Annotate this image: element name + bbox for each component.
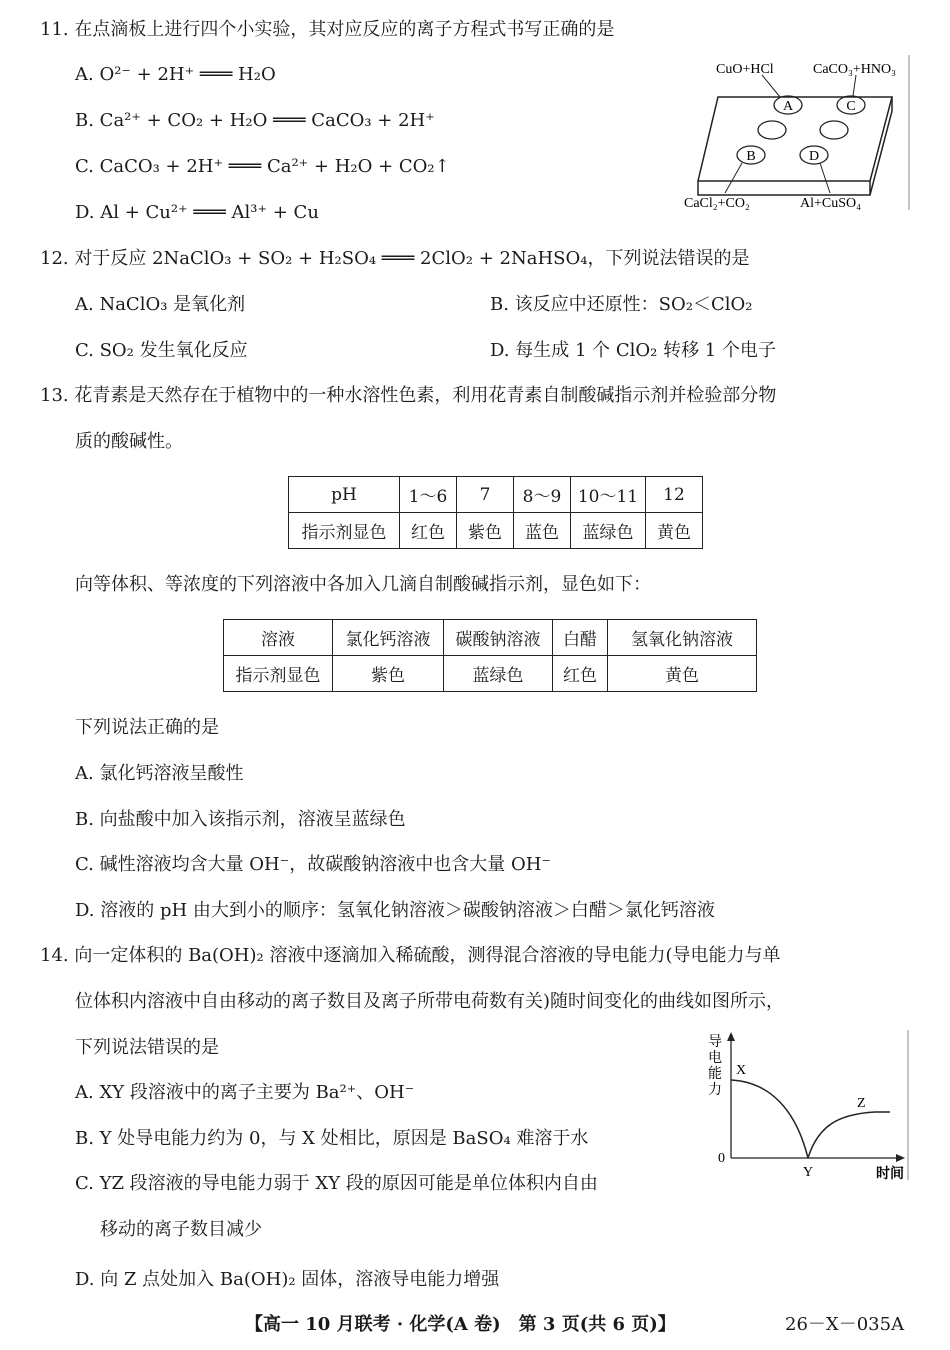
table-cell: 白醋 xyxy=(553,620,608,656)
table-row xyxy=(224,656,757,692)
q11-option-b: B. Ca²⁺ + CO₂ + H₂O ═══ CaCO₃ + 2H⁺ xyxy=(75,110,435,131)
table-cell: 蓝色 xyxy=(514,513,571,549)
q12-option-b: B. 该反应中还原性：SO₂＜ClO₂ xyxy=(490,294,753,315)
q11-option-c: C. CaCO₃ + 2H⁺ ═══ Ca²⁺ + H₂O + CO₂↑ xyxy=(75,156,450,177)
table-cell: 1～6 xyxy=(400,477,457,513)
ph-color-table xyxy=(288,476,703,549)
table-cell: 12 xyxy=(646,477,703,513)
q13-option-c: C. 碱性溶液均含大量 OH⁻，故碳酸钠溶液中也含大量 OH⁻ xyxy=(75,854,551,875)
well-empty-2 xyxy=(820,121,848,139)
q14-stem-line2: 位体积内溶液中自由移动的离子数目及离子所带电荷数有关)随时间变化的曲线如图所示， xyxy=(75,991,785,1012)
table-row xyxy=(289,477,703,513)
table-cell: 紫色 xyxy=(333,656,444,692)
y-label-char-4: 力 xyxy=(708,1083,722,1098)
well-empty-1 xyxy=(758,121,786,139)
table-cell: 指示剂显色 xyxy=(224,656,333,692)
table-cell: 溶液 xyxy=(224,620,333,656)
q13-option-b: B. 向盐酸中加入该指示剂，溶液呈蓝绿色 xyxy=(75,809,406,830)
q14-option-b: B. Y 处导电能力约为 0，与 X 处相比，原因是 BaSO₄ 难溶于水 xyxy=(75,1128,589,1149)
q11-option-d: D. Al + Cu²⁺ ═══ Al³⁺ + Cu xyxy=(75,202,319,223)
table-cell: 紫色 xyxy=(457,513,514,549)
q14-option-c-line1: C. YZ 段溶液的导电能力弱于 XY 段的原因可能是单位体积内自由 xyxy=(75,1173,598,1194)
q14-option-d: D. 向 Z 点处加入 Ba(OH)₂ 固体，溶液导电能力增强 xyxy=(75,1269,500,1290)
y-label-char-3: 能 xyxy=(708,1067,722,1082)
point-y-label: Y xyxy=(803,1165,814,1180)
y-label-char-1: 导 xyxy=(708,1035,722,1050)
table-cell: 红色 xyxy=(400,513,457,549)
spot-plate-figure xyxy=(680,55,915,215)
q13-option-a: A. 氯化钙溶液呈酸性 xyxy=(75,763,244,784)
reagent-label-d: Al+CuSO₄ xyxy=(800,196,862,211)
table-cell: 指示剂显色 xyxy=(289,513,400,549)
q13-stem-line1: 13. 花青素是天然存在于植物中的一种水溶性色素，利用花青素自制酸碱指示剂并检验部分物 xyxy=(40,385,777,406)
table-cell: 氢氧化钠溶液 xyxy=(608,620,757,656)
reagent-label-c: CaCO₃+HNO₃ xyxy=(813,62,896,77)
table-row xyxy=(289,513,703,549)
y-axis-arrow xyxy=(727,1032,735,1041)
q12-option-a: A. NaClO₃ 是氧化剂 xyxy=(75,294,246,315)
x-axis-arrow xyxy=(896,1154,905,1162)
origin-label: 0 xyxy=(718,1151,725,1166)
curve-xy xyxy=(731,1080,808,1158)
well-c-label: C xyxy=(846,99,856,114)
q14-stem-line1: 14. 向一定体积的 Ba(OH)₂ 溶液中逐滴加入稀硫酸，测得混合溶液的导电能力(导电能力与单 xyxy=(40,945,781,966)
well-b-label: B xyxy=(746,149,756,164)
q12-option-c: C. SO₂ 发生氧化反应 xyxy=(75,340,248,361)
reagent-label-a: CuO+HCl xyxy=(716,62,774,77)
well-a-label: A xyxy=(782,99,794,114)
table-cell: 氯化钙溶液 xyxy=(333,620,444,656)
table-cell: 红色 xyxy=(553,656,608,692)
table-cell: 黄色 xyxy=(608,656,757,692)
q14-option-c-line2: 移动的离子数目减少 xyxy=(100,1219,262,1240)
table-cell: 7 xyxy=(457,477,514,513)
q14-option-a: A. XY 段溶液中的离子主要为 Ba²⁺、OH⁻ xyxy=(75,1082,415,1103)
table-cell: pH xyxy=(289,477,400,513)
table-cell: 10～11 xyxy=(571,477,646,513)
conductivity-graph xyxy=(700,1030,915,1185)
point-x-label: X xyxy=(736,1063,747,1078)
well-d-label: D xyxy=(808,149,820,164)
q14-stem-line3: 下列说法错误的是 xyxy=(75,1037,219,1058)
table-cell: 黄色 xyxy=(646,513,703,549)
table-row xyxy=(224,620,757,656)
curve-yz xyxy=(808,1112,890,1158)
table-cell: 蓝绿色 xyxy=(571,513,646,549)
q11-stem: 11. 在点滴板上进行四个小实验，其对应反应的离子方程式书写正确的是 xyxy=(40,19,615,40)
q11-option-a: A. O²⁻ + 2H⁺ ═══ H₂O xyxy=(75,64,276,85)
q12-option-d: D. 每生成 1 个 ClO₂ 转移 1 个电子 xyxy=(490,340,776,361)
table-cell: 碳酸钠溶液 xyxy=(444,620,553,656)
table-cell: 8～9 xyxy=(514,477,571,513)
q13-prompt: 下列说法正确的是 xyxy=(75,717,219,738)
reagent-label-b: CaCl₂+CO₂ xyxy=(684,196,750,211)
q13-option-d: D. 溶液的 pH 由大到小的顺序：氢氧化钠溶液＞碳酸钠溶液＞白醋＞氯化钙溶液 xyxy=(75,900,715,921)
footer-code: 26－X－035A xyxy=(785,1314,905,1335)
table-cell: 蓝绿色 xyxy=(444,656,553,692)
footer-title: 【高一 10 月联考 · 化学(A 卷) 第 3 页(共 6 页)】 xyxy=(245,1314,676,1335)
q13-stem-line2: 质的酸碱性。 xyxy=(75,431,183,452)
q12-stem: 12. 对于反应 2NaClO₃ + SO₂ + H₂SO₄ ═══ 2ClO₂ + 2NaHSO₄，下列说法错误的是 xyxy=(40,248,750,269)
x-axis-label: 时间 xyxy=(876,1167,904,1182)
q13-intro: 向等体积、等浓度的下列溶液中各加入几滴自制酸碱指示剂，显色如下： xyxy=(75,574,651,595)
solution-color-table xyxy=(223,619,757,692)
point-z-label: Z xyxy=(857,1096,866,1111)
y-label-char-2: 电 xyxy=(708,1051,722,1066)
